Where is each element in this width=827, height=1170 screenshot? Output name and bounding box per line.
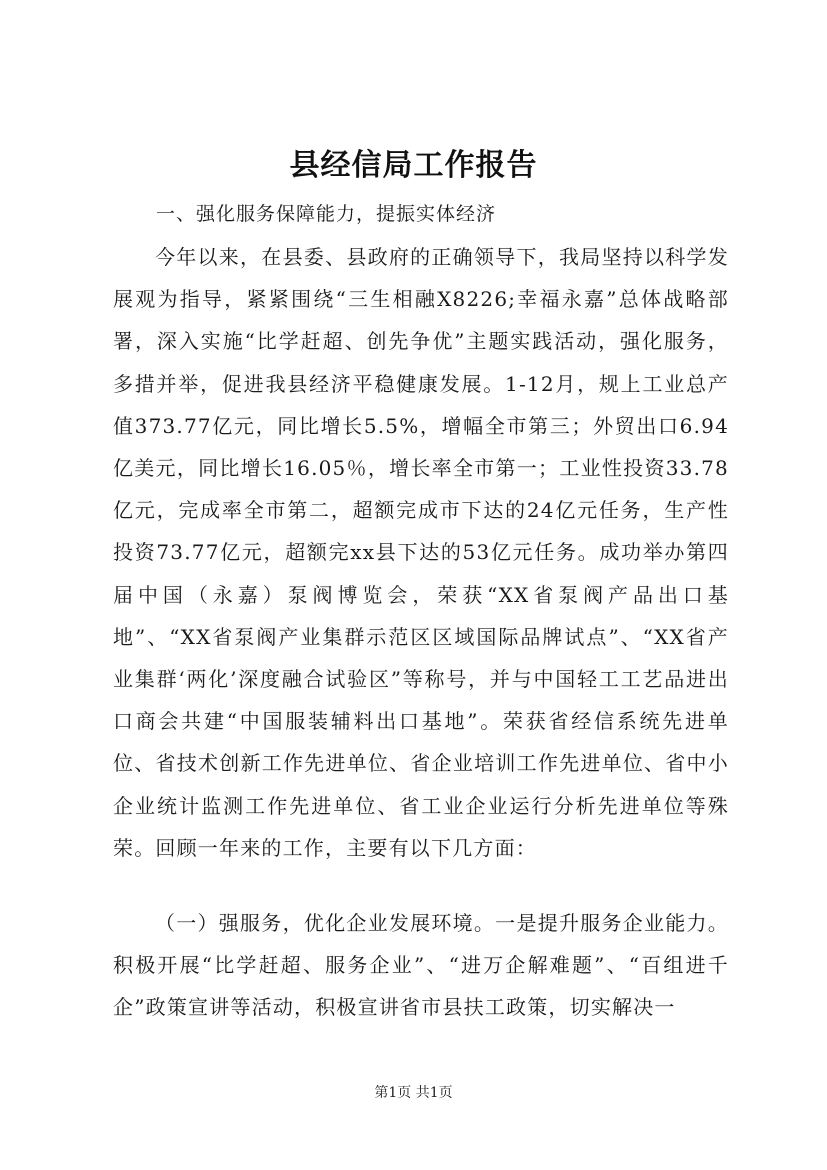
page-number-footer: 第1页 共1页 [374,1085,453,1101]
document-title: 县经信局工作报告 [289,148,538,183]
body-paragraph: 今年以来，在县委、县政府的正确领导下，我局坚持以科学发展观为指导，紧紧围绕“三生相融X8226;幸福永嘉”总体战略部署，深入实施“比学赶超、创先争优”主题实践活动，强化服务，多措并举，促进我县经济平稳健康发展。1-12月，规上工业总产值373.77亿元，同比增长5.5%，增幅全市第三；外贸出口6.94亿美元，同比增长16.05％，增长率全市第一；工业性投资33.78亿元，完成率全市第二，超额完成市下达的24亿元任务，生产性投资73.77亿元，超额完xx县下达的53亿元任务。成功举办第四届中国（永嘉）泵阀博览会，荣获“XX省泵阀产品出口基地”、“XX省泵阀产业集群示范区区域国际品牌试点”、“XX省产业集群‘两化’深度融合试验区”等称号，并与中国轻工工艺品进出口商会共建“中国服装辅料出口基地”。荣获省经信系统先进单位、省技术创新工作先进单位、省企业培训工作先进单位、省中小企业统计监测工作先进单位、省工业企业运行分析先进单位等殊荣。回顾一年来的工作，主要有以下几方面： [113,245,729,860]
section-heading: 一、强化服务保障能力，提振实体经济 [156,203,497,225]
body-paragraph: （一）强服务，优化企业发展环境。一是提升服务企业能力。积极开展“比学赶超、服务企业”、“进万企解难题”、“百组进千企”政策宣讲等活动，积极宣讲省市县扶工政策，切实解决一 [113,911,729,1020]
